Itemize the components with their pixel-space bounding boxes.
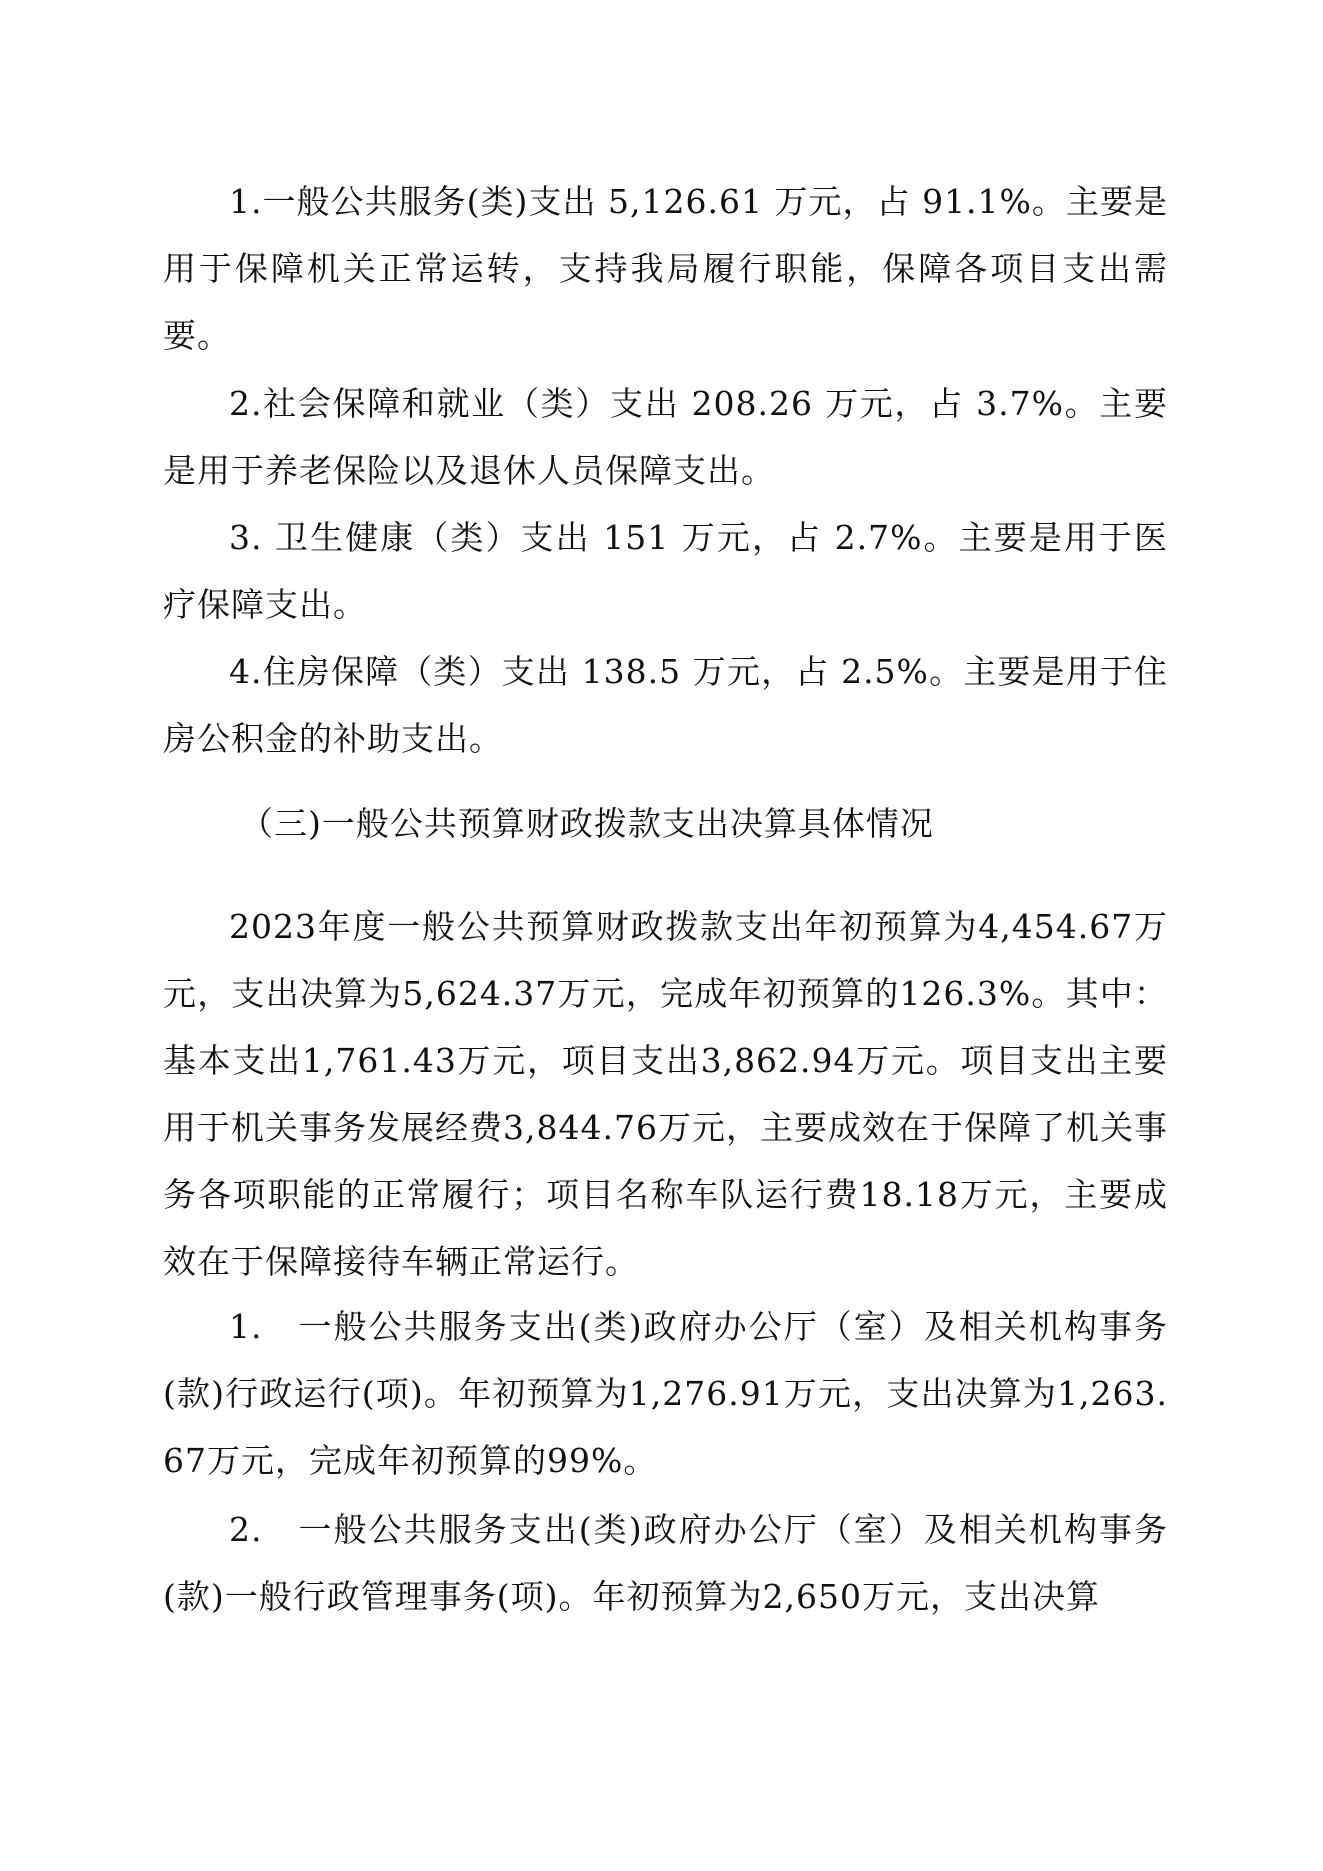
section-heading: （三)一般公共预算财政拨款支出决算具体情况 [240,804,934,843]
paragraph-general-public-services: 1.一般公共服务(类)支出 5,126.61 万元，占 91.1%。主要是用于保障机关正常运转，支持我局履行职能，保障各项目支出需要。 [163,182,1168,355]
paragraph-housing: 4.住房保障（类）支出 138.5 万元，占 2.5%。主要是用于住房公积金的补助支出。 [163,652,1168,758]
paragraph-item-administrative-operation: 1. 一般公共服务支出(类)政府办公厅（室）及相关机构事务(款)行政运行(项)。年初预算为1,276.91万元，支出决算为1,263.67万元，完成年初预算的99%。 [163,1307,1168,1480]
paragraph-item-general-administration: 2. 一般公共服务支出(类)政府办公厅（室）及相关机构事务(款)一般行政管理事务(项)。年初预算为2,650万元，支出决算 [163,1510,1168,1616]
paragraph-social-security: 2.社会保障和就业（类）支出 208.26 万元，占 3.7%。主要是用于养老保险以及退休人员保障支出。 [163,384,1168,490]
paragraph-health: 3. 卫生健康（类）支出 151 万元，占 2.7%。主要是用于医疗保障支出。 [163,518,1168,624]
paragraph-budget-summary: 2023年度一般公共预算财政拨款支出年初预算为4,454.67万元，支出决算为5,624.37万元，完成年初预算的126.3%。其中：基本支出1,761.43万元，项目支出3,862.94万元。项目支出主要用于机关事务发展经费3,844.76万元，主要成效在于保障了机关事务各项职能的正常履行；项目名称车队运行费18.18万元，主要成效在于保障接待车辆正常运行。 [163,907,1168,1281]
